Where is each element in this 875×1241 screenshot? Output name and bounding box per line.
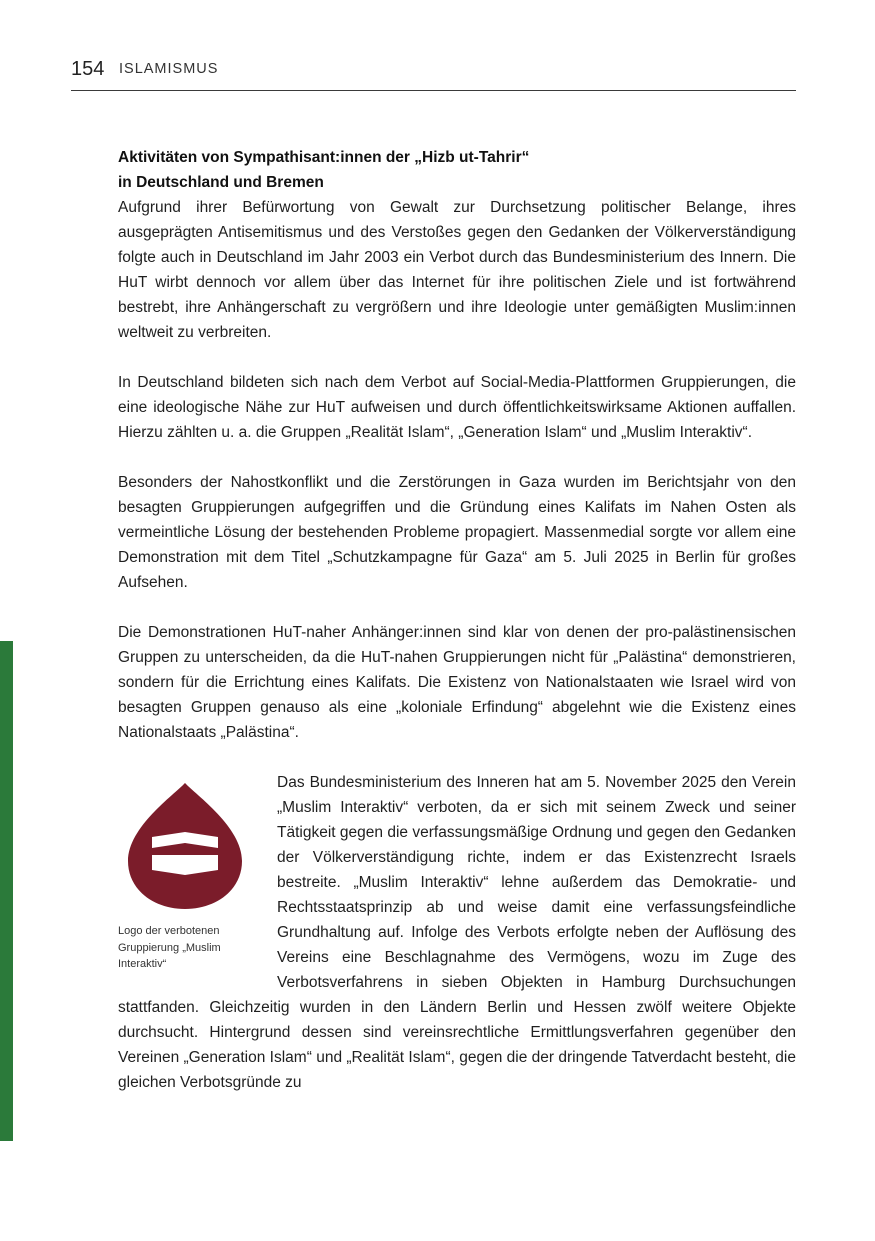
paragraph-3: Besonders der Nahostkonflikt und die Zerstörungen in Gaza wurden im Berichtsjahr von den besagten Gruppierungen aufgegriffen und die Gründung eines Kalifats im Nahen Osten als vermeintliche Lösung der bestehenden Probleme propagiert. Massenmedial sorgte vor allem eine Demonstration mit dem Titel „Schutzkampagne für Gaza“ am 5. Juli 2025 in Berlin für großes Aufsehen. [118,474,796,591]
section-heading-line-1: Aktivitäten von Sympathisant:innen der „Hizb ut-Tahrir“ [118,149,530,166]
logo-figure [118,770,264,974]
paragraph-2: In Deutschland bildeten sich nach dem Verbot auf Social-Media-Plattformen Gruppierungen, die eine ideologische Nähe zur HuT aufweisen und durch öffentlichkeitswirksame Aktionen auffallen. Hierzu zählten u. a. die Gruppen „Realität Islam“, „Generation Islam“ und „Muslim Interaktiv“. [118,374,796,441]
logo-caption: Logo der verbotenen Gruppierung „Muslim Interaktiv“ [118,925,221,970]
paragraph-5: Das Bundesministerium des Inneren hat am 5. November 2025 den Verein „Muslim Interaktiv“ verboten, da er sich mit seinem Zweck und seiner Tätigkeit gegen die verfassungsmäßige Ordnung und gegen den Gedanken der Völkerverständigung richte, indem er das Existenzrecht Israels bestreite. „Muslim Interaktiv“ lehne außerdem das Demokratie- und Rechtsstaatsprinzip ab und weise damit eine verfassungsfeindliche Grundhaltung auf. Infolge des Verbots erfolgte neben der Auflösung des Vereins eine Beschlagnahme des Vermögens, wozu im Zuge des Verbotsverfahrens in sieben Objekten in Hamburg Durchsuchungen stattfanden. Gleichzeitig wurden in den Ländern Berlin und Hessen zwölf weitere Objekte durchsucht. Hintergrund dessen sind vereinsrechtliche Ermittlungsverfahren gegenüber den Vereinen „Generation Islam“ und „Realität Islam“, gegen die der dringende Tatverdacht besteht, die gleichen Verbotsgründe zu [118,774,796,1091]
page-number: 154 [71,58,105,80]
main-content [118,145,796,1095]
running-title: ISLAMISMUS [119,61,219,77]
chapter-marker-bar [0,641,13,1141]
muslim-interaktiv-logo-icon [122,781,248,911]
paragraph-1: Aufgrund ihrer Befürwortung von Gewalt zur Durchsetzung politischer Belange, ihres ausgeprägten Antisemitismus und des Verstoßes gegen den Gedanken der Völkerverständigung folgte auch in Deutschland im Jahr 2003 ein Verbot durch das Bundesministerium des Innern. Die HuT wirbt dennoch vor allem über das Internet für ihre politischen Ziele und ist fortwährend bestrebt, ihre Anhängerschaft zu vergrößern und ihre Ideologie unter gemäßigten Muslim:innen weltweit zu verbreiten. [118,199,796,341]
section-heading-line-2: in Deutschland und Bremen [118,174,324,191]
section-heading [118,145,796,195]
page-header [71,56,796,91]
paragraph-4: Die Demonstrationen HuT-naher Anhänger:innen sind klar von denen der pro-palästinensischen Gruppen zu unterscheiden, da die HuT-nahen Gruppierungen nicht für „Palästina“ demonstrieren, sondern für die Errichtung eines Kalifats. Die Existenz von Nationalstaaten wie Israel wird von besagten Gruppen genauso als eine „koloniale Erfindung“ abgelehnt wie die Existenz eines Nationalstaats „Palästina“. [118,624,796,741]
